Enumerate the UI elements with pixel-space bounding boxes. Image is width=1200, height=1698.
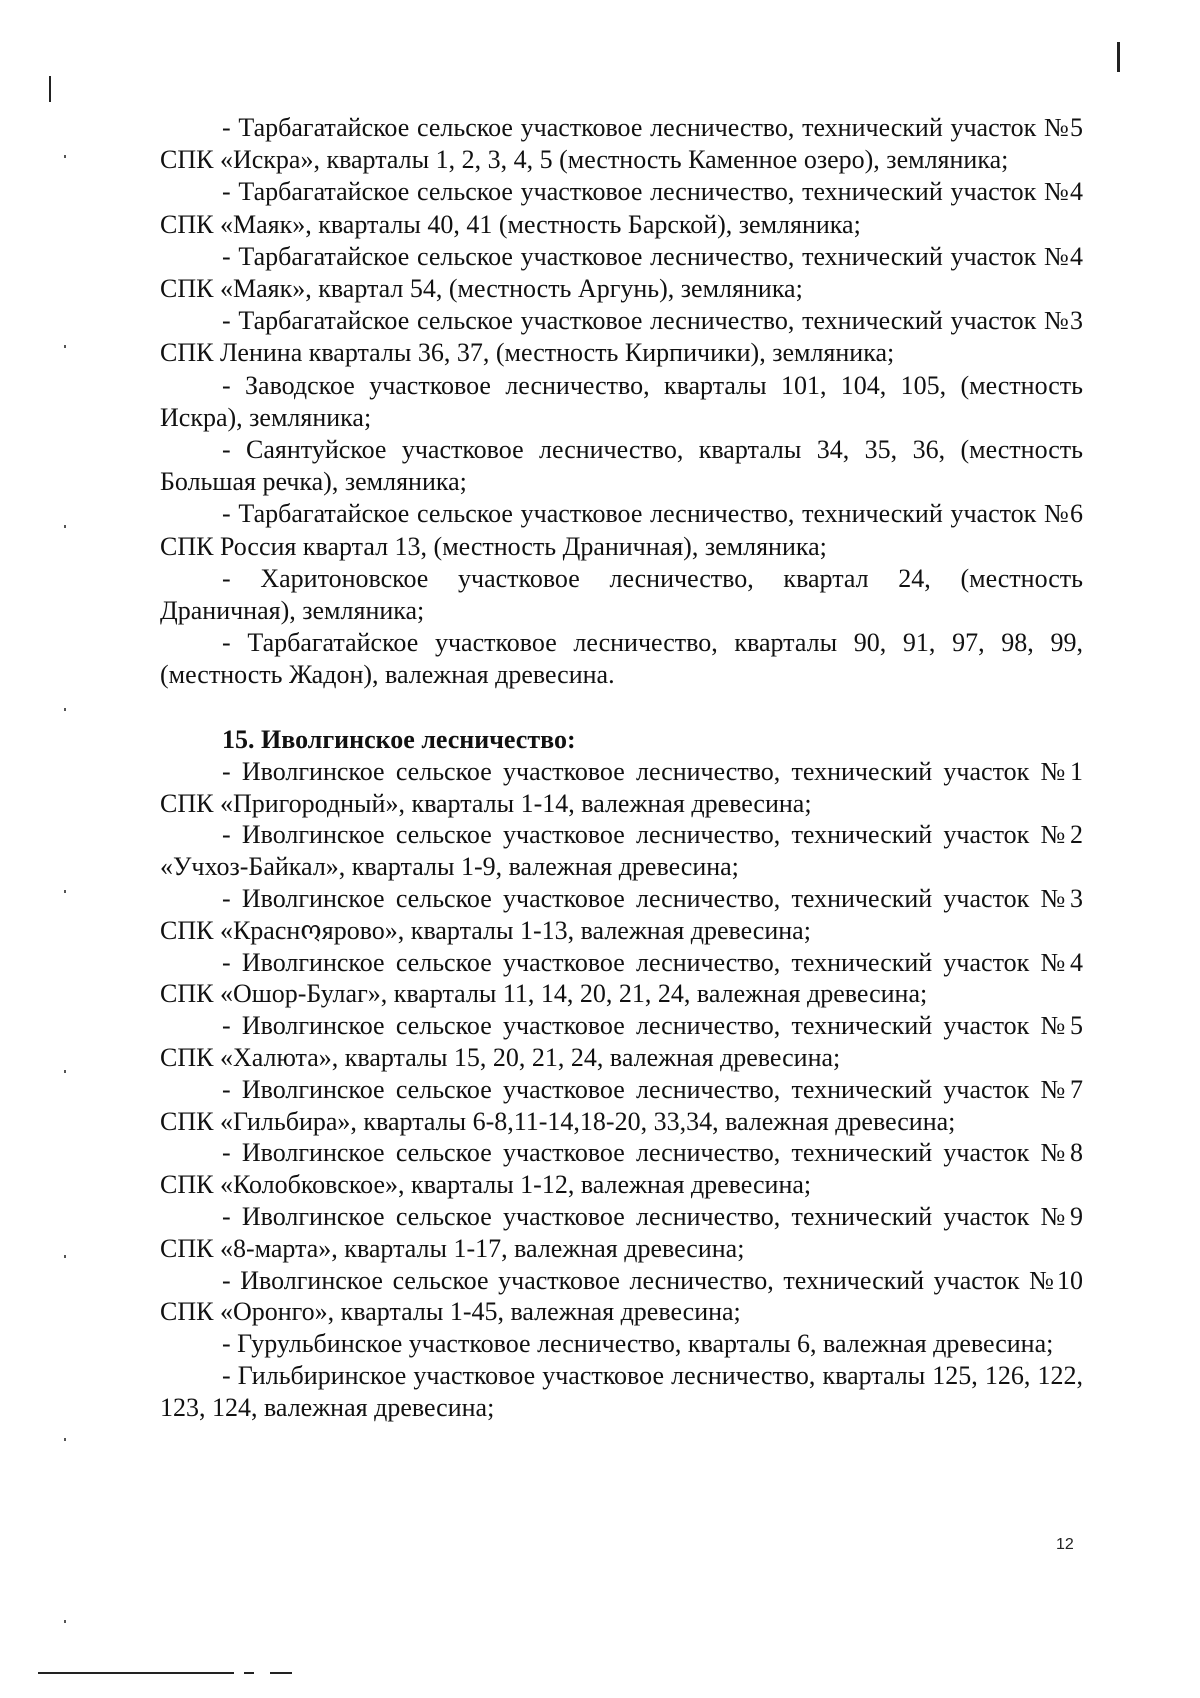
list-item: - Заводское участковое лесничество, кварталы 101, 104, 105, (местность Искра), земляника; bbox=[160, 370, 1083, 432]
list-item: - Иволгинское сельское участковое лесничество, технический участок №9 СПК «8-марта», кварталы 1-17, валежная древесина; bbox=[160, 1202, 1083, 1263]
list-item: - Гильбиринское участковое участковое лесничество, кварталы 125, 126, 122, 123, 124, валежная древесина; bbox=[160, 1361, 1083, 1422]
page-number: 12 bbox=[1056, 1536, 1074, 1553]
margin-speck bbox=[64, 1620, 66, 1623]
footer-rule bbox=[38, 1672, 234, 1674]
footer-rule-dash bbox=[244, 1672, 254, 1674]
margin-speck bbox=[64, 890, 66, 893]
document-body bbox=[160, 112, 1083, 1424]
list-item: - Иволгинское сельское участковое лесничество, технический участок №4 СПК «Ошор-Булаг», кварталы 11, 14, 20, 21, 24, валежная древесина; bbox=[160, 947, 1083, 1009]
margin-speck bbox=[64, 708, 66, 711]
footer-rule-dash bbox=[270, 1672, 292, 1674]
list-item: - Иволгинское сельское участковое лесничество, технический участок №5 СПК «Халюта», кварталы 15, 20, 21, 24, валежная древесина; bbox=[160, 1011, 1083, 1073]
section-tarbagatai-list bbox=[160, 112, 1083, 692]
section-ivolga-list bbox=[160, 756, 1083, 1424]
list-item: - Тарбагатайское сельское участковое лесничество, технический участок №3 СПК Ленина кварталы 36, 37, (местность Кирпичики), земляника; bbox=[160, 306, 1083, 368]
margin-speck bbox=[64, 345, 66, 348]
margin-speck bbox=[64, 1070, 66, 1073]
list-item: - Иволгинское сельское участковое лесничество, технический участок №3 СПК «Краснოярово», кварталы 1-13, валежная древесина; bbox=[160, 884, 1083, 945]
list-item: - Иволгинское сельское участковое лесничество, технический участок №10 СПК «Оронго», кварталы 1-45, валежная древесина; bbox=[160, 1265, 1083, 1327]
scan-mark-right bbox=[1117, 42, 1120, 72]
list-item: - Иволгинское сельское участковое лесничество, технический участок №7 СПК «Гильбира», кварталы 6-8,11-14,18-20, 33,34, валежная древесина; bbox=[160, 1074, 1083, 1136]
list-item: - Иволгинское сельское участковое лесничество, технический участок №2 «Учхоз-Байкал», кварталы 1-9, валежная древесина; bbox=[160, 820, 1083, 882]
list-item: - Тарбагатайское сельское участковое лесничество, технический участок №4 СПК «Маяк», кварталы 40, 41 (местность Барской), земляника; bbox=[160, 177, 1083, 239]
list-item: - Тарбагатайское сельское участковое лесничество, технический участок №6 СПК Россия квартал 13, (местность Драничная), земляника; bbox=[160, 499, 1083, 561]
margin-speck bbox=[64, 1255, 66, 1258]
list-item: - Тарбагатайское сельское участковое лесничество, технический участок №4 СПК «Маяк», квартал 54, (местность Аргунь), земляника; bbox=[160, 241, 1083, 304]
list-item: - Иволгинское сельское участковое лесничество, технический участок №1 СПК «Пригородный», кварталы 1-14, валежная древесина; bbox=[160, 756, 1083, 818]
list-item: - Тарбагатайское участковое лесничество, кварталы 90, 91, 97, 98, 99, (местность Жадон), валежная древесина. bbox=[160, 628, 1083, 690]
list-item: - Иволгинское сельское участковое лесничество, технический участок №8 СПК «Колобковское», кварталы 1-12, валежная древесина; bbox=[160, 1138, 1083, 1200]
margin-speck bbox=[64, 525, 66, 528]
section-heading: 15. Иволгинское лесничество: bbox=[222, 724, 576, 754]
margin-speck bbox=[64, 155, 66, 158]
list-item: - Харитоновское участковое лесничество, квартал 24, (местность Драничная), земляника; bbox=[160, 563, 1083, 626]
scan-mark-left bbox=[49, 76, 51, 102]
list-item: - Саянтуйское участковое лесничество, кварталы 34, 35, 36, (местность Большая речка), земляника; bbox=[160, 435, 1083, 497]
list-item: - Тарбагатайское сельское участковое лесничество, технический участок №5 СПК «Искра», кварталы 1, 2, 3, 4, 5 (местность Каменное озеро), земляника; bbox=[160, 113, 1083, 175]
margin-speck bbox=[64, 1438, 66, 1441]
list-item: - Гурульбинское участковое лесничество, кварталы 6, валежная древесина; bbox=[222, 1329, 1054, 1359]
